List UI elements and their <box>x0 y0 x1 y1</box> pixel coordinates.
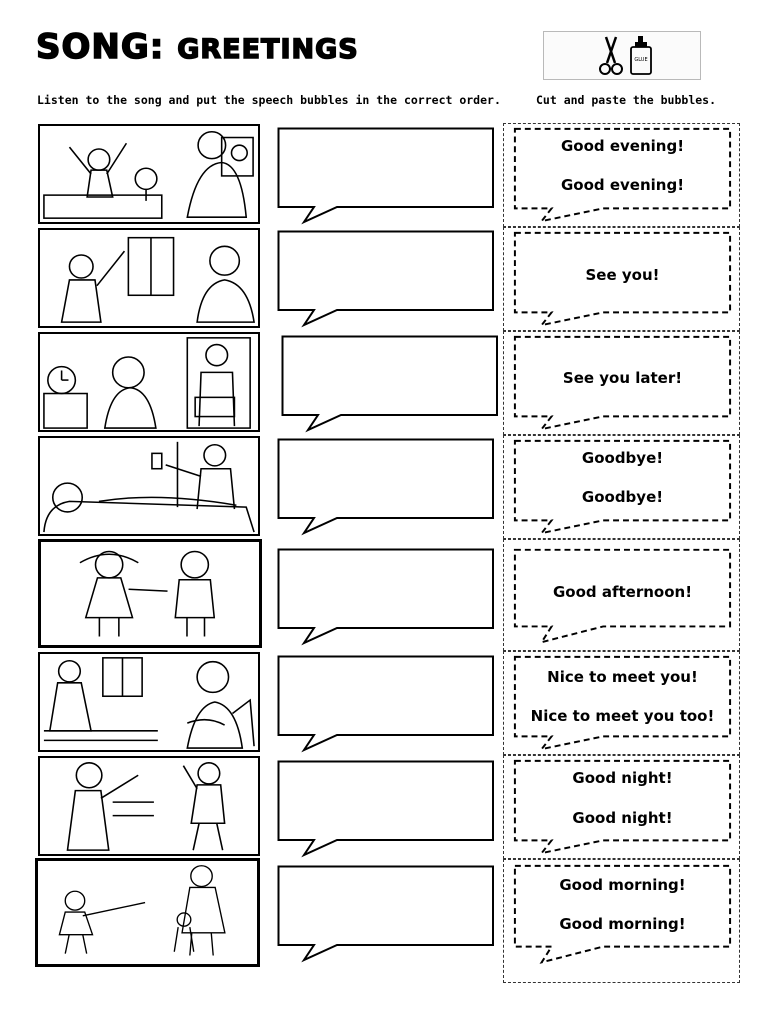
picture-girl-and-mother <box>35 858 260 967</box>
picture-child-in-bed <box>38 436 260 536</box>
title-rest: GREETINGS <box>177 34 359 65</box>
instruction-order: Listen to the song and put the speech bubbles in the correct order. <box>37 93 501 107</box>
picture-boy-with-clock <box>38 332 260 432</box>
paste-bubble-6 <box>277 655 497 753</box>
picture-women-greeting <box>38 652 260 752</box>
picture-child-waving-from-house <box>38 228 260 328</box>
page-title <box>36 27 359 67</box>
paste-bubble-5 <box>277 548 497 646</box>
cut-and-paste-icons <box>543 31 701 80</box>
bubble-text: Good afternoon! <box>552 583 693 601</box>
paste-bubble-4 <box>277 438 497 536</box>
paste-bubble-8 <box>277 865 497 963</box>
bubble-text: See you later! <box>562 369 683 387</box>
picture-children-shaking-hands <box>38 539 262 648</box>
paste-bubble-3 <box>281 335 501 433</box>
bubble-text: Good night! <box>572 809 673 827</box>
paste-bubble-7 <box>277 760 497 858</box>
bubble-text: See you! <box>585 266 660 284</box>
scissors-icon <box>596 35 626 77</box>
instruction-cut-paste: Cut and paste the bubbles. <box>536 93 717 107</box>
bubble-text: Goodbye! <box>581 449 664 467</box>
bubble-text: Goodbye! <box>581 488 664 506</box>
bubble-text: Nice to meet you too! <box>530 707 715 725</box>
glue-icon <box>628 35 654 77</box>
title-main: SONG: <box>36 27 165 67</box>
glue-label: GLUE <box>634 57 648 63</box>
bubble-text: Good morning! <box>559 876 686 894</box>
bubble-text: Good evening! <box>560 137 685 155</box>
paste-bubble-2 <box>277 230 497 328</box>
bubble-text: Good morning! <box>559 915 686 933</box>
bubble-text: Good evening! <box>560 176 685 194</box>
cut-zone-6 <box>503 651 740 755</box>
picture-children-waving <box>38 756 260 856</box>
bubble-text: Good night! <box>572 769 673 787</box>
bubble-text: Nice to meet you! <box>547 668 698 686</box>
paste-bubble-1 <box>277 127 497 225</box>
picture-child-waking-up <box>38 124 260 224</box>
